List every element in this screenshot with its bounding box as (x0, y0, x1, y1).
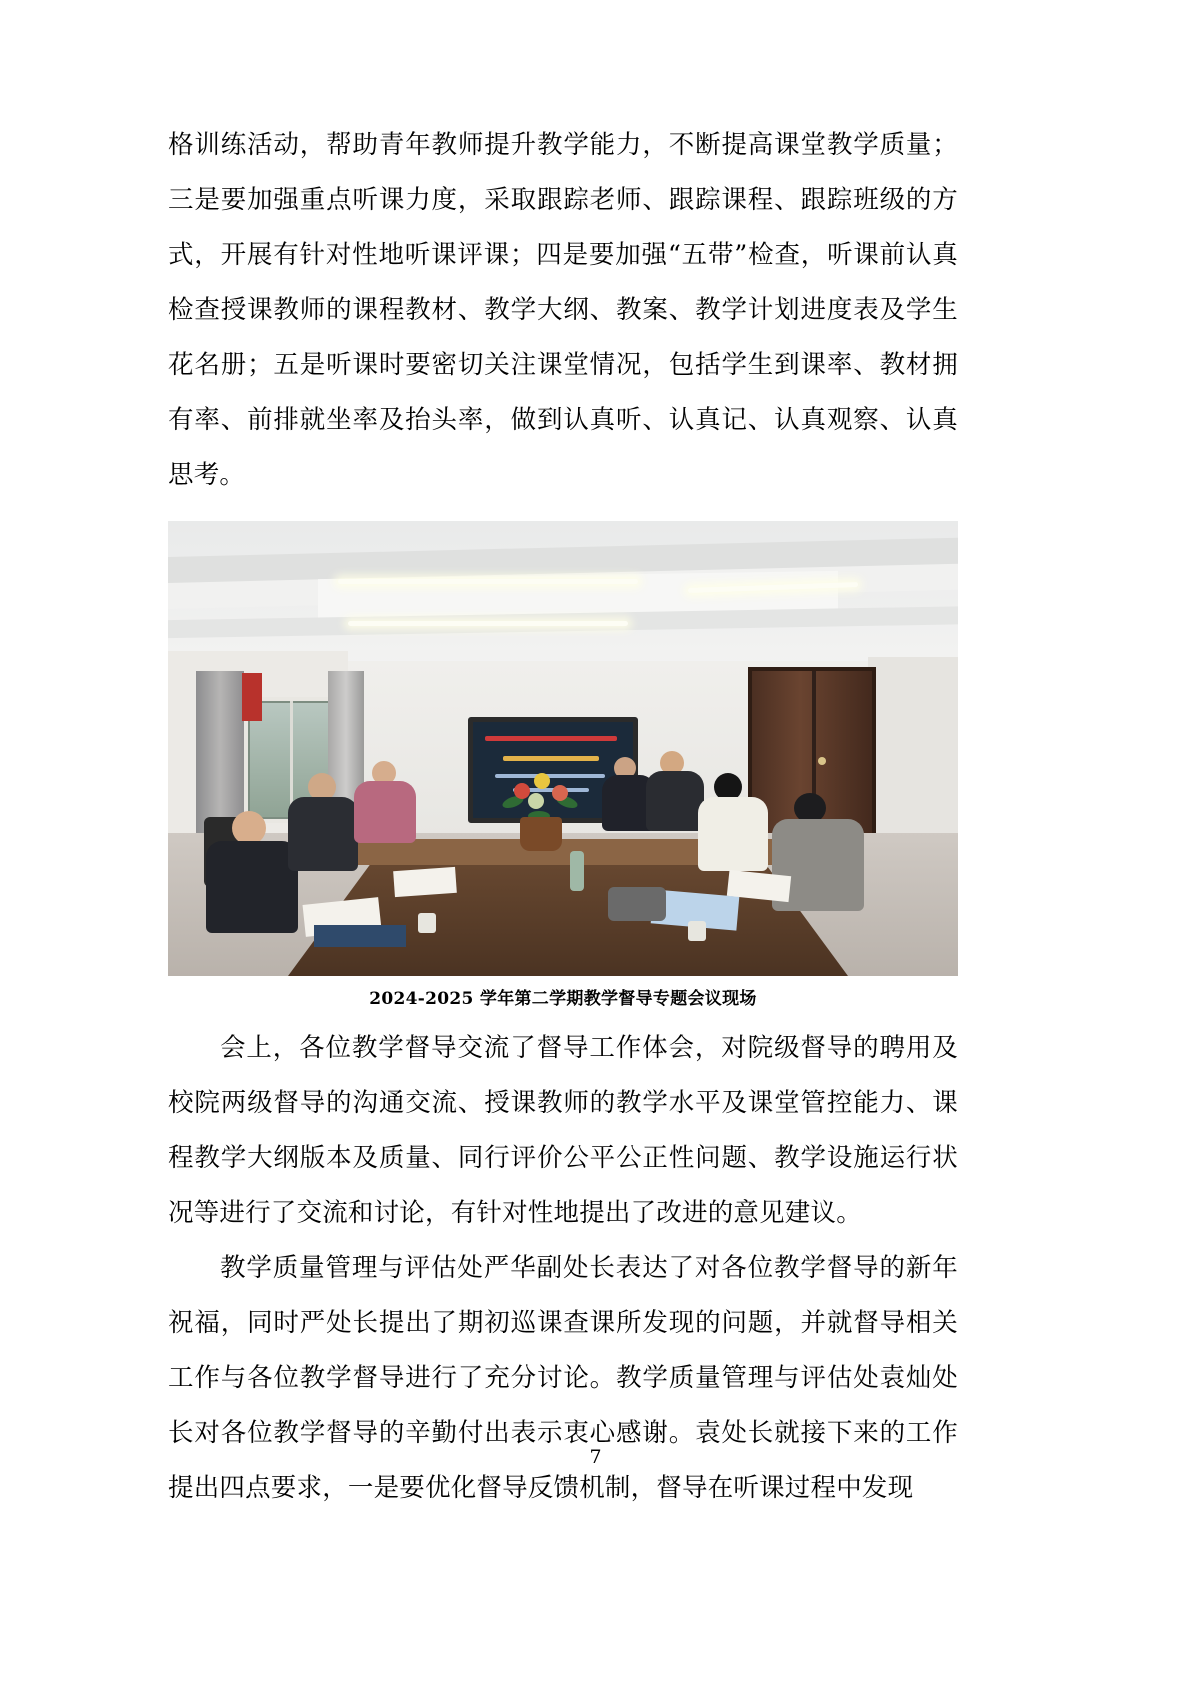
screen-title-line (485, 736, 617, 741)
page-number: 7 (589, 1446, 602, 1468)
attendee-body (354, 781, 416, 843)
flower-4 (528, 793, 544, 809)
flower-3 (552, 785, 568, 801)
document-sheet-2 (393, 867, 457, 897)
paragraph-1: 格训练活动，帮助青年教师提升教学能力，不断提高课堂教学质量；三是要加强重点听课力度，采取跟踪老师、跟踪课程、跟踪班级的方式，开展有针对性地听课评课；四是要加强“五带”检查，听课前认真检查授课教师的课程教材、教学大纲、教案、教学计划进度表及学生花名册；五是听课时要密切关注课堂情况，包括学生到课率、教材拥有率、前排就坐率及抬头率，做到认真听、认真记、认真观察、认真思考。 (168, 130, 958, 490)
figure-caption: 2024-2025 学年第二学期教学督导专题会议现场 (369, 989, 757, 1009)
door-knob (818, 757, 826, 765)
page-content (168, 118, 958, 1516)
cup-2 (688, 921, 706, 941)
flower-pot (520, 817, 562, 851)
notebook-left (314, 925, 406, 947)
meeting-photo (168, 521, 958, 976)
figure-block (168, 521, 958, 1009)
cup-1 (418, 913, 436, 933)
attendee-body (646, 771, 704, 831)
screen-subtitle-line (503, 756, 599, 761)
flower-2 (534, 773, 550, 789)
bottle (570, 851, 584, 891)
attendee-body (288, 797, 358, 871)
attendee-body (206, 841, 298, 933)
right-wall (868, 657, 958, 847)
ceiling-light-1 (338, 579, 638, 584)
paragraph-2: 会上，各位教学督导交流了督导工作体会，对院级督导的聘用及校院两级督导的沟通交流、授课教师的教学水平及课堂管控能力、课程教学大纲版本及质量、同行评价公平公正性问题、教学设施运行状况等进行了交流和讨论，有针对性地提出了改进的意见建议。 (168, 1033, 958, 1228)
attendee-body (698, 797, 768, 871)
flower-1 (514, 783, 530, 799)
bag (608, 887, 666, 921)
wall-sign (242, 673, 262, 721)
attendee-head (232, 811, 266, 845)
paragraph-3: 教学质量管理与评估处严华副处长表达了对各位教学督导的新年祝福，同时严处长提出了期初巡课查课所发现的问题，并就督导相关工作与各位教学督导进行了充分讨论。教学质量管理与评估处袁灿处长对各位教学督导的辛勤付出表示衷心感谢。袁处长就接下来的工作提出四点要求，一是要优化督导反馈机制，督导在听课过程中发现 (168, 1253, 958, 1503)
ceiling-light-2 (348, 621, 628, 626)
